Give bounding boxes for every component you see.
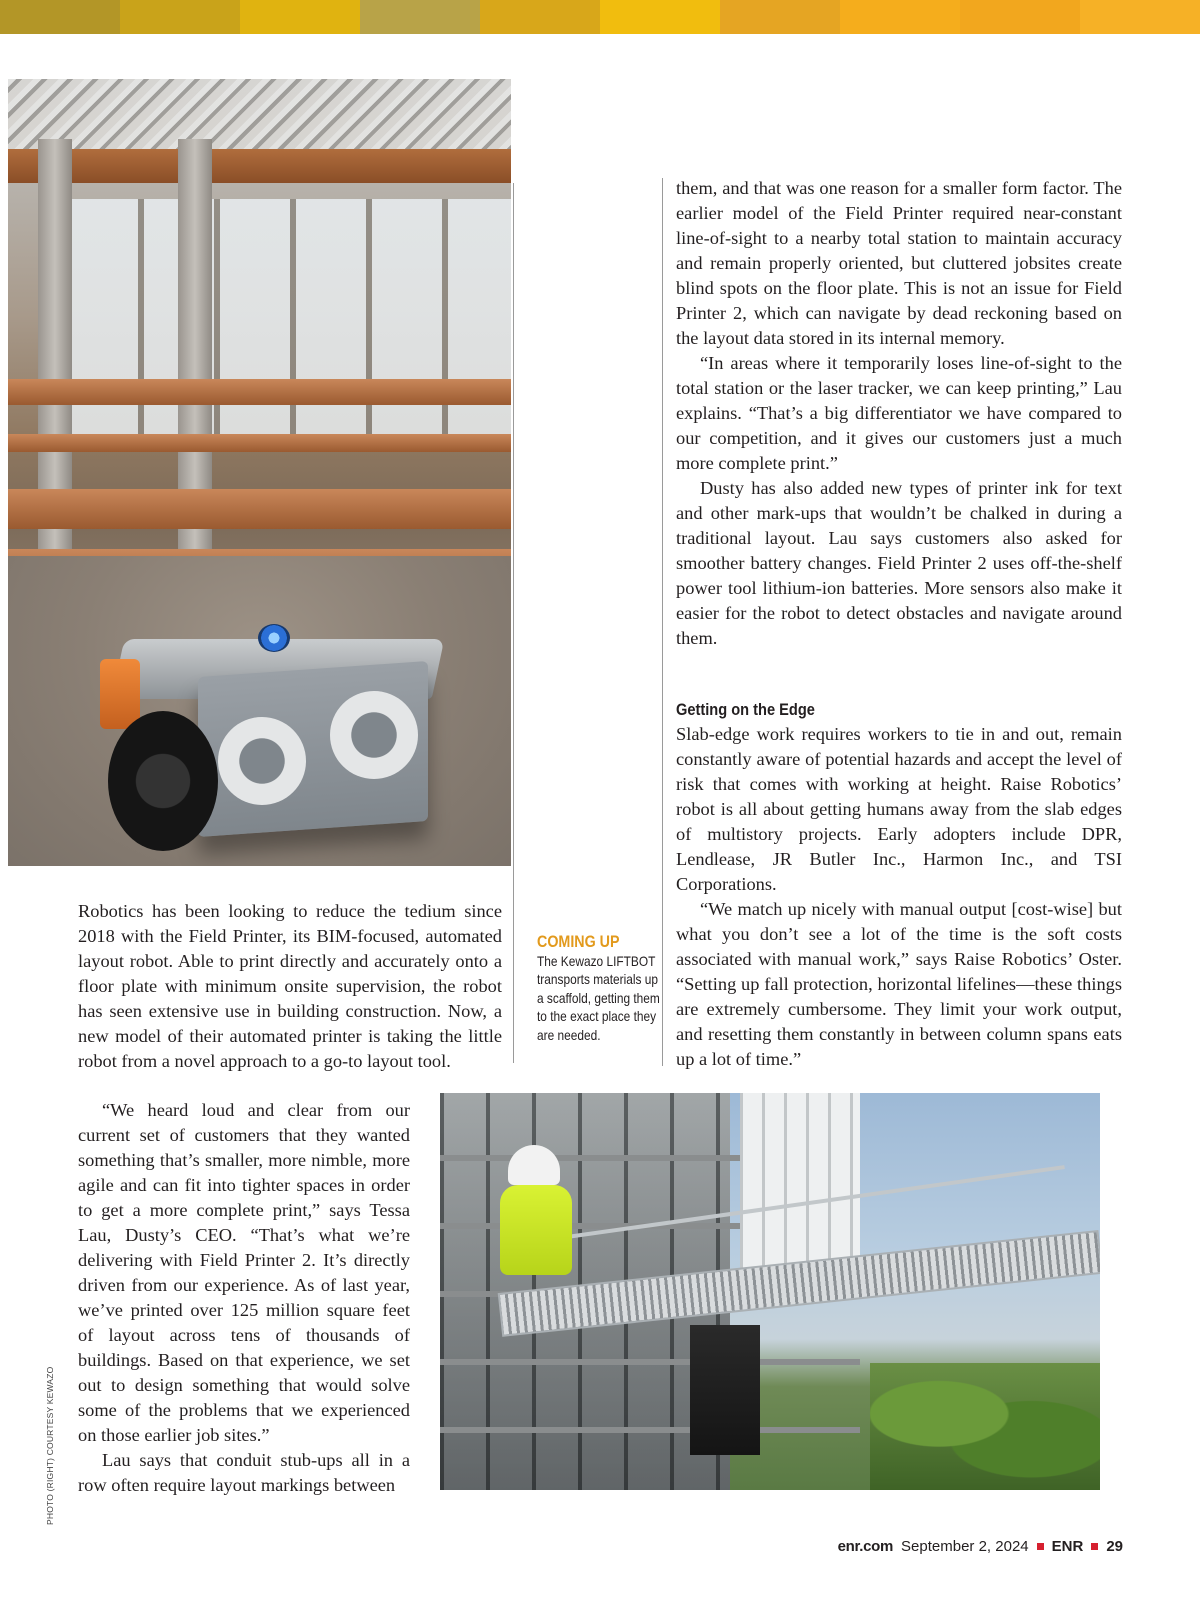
- robot-photo: [8, 79, 511, 866]
- article-paragraph: Robotics has been looking to reduce the tedium since 2018 with the Field Printer, its BIM-focused, automated layout robot. Able to print directly and accurately onto a floor plate with minimum onsite supervision, the robot has seen extensive use in building construction. Now, a new model of their automated printer is taking the little robot from a novel approach to a go-to layout tool.: [78, 901, 502, 1071]
- caption-text: The Kewazo LIFTBOT transports materials up a scaffold, getting them to the exact place they are needed.: [537, 953, 660, 1043]
- lift-motor-unit: [690, 1325, 760, 1455]
- article-paragraph: Dusty has also added new types of printer ink for text and other mark-ups that wouldn’t be chalked in during a traditional layout. Lau says customers also asked for smoother battery changes. Field Printer 2 uses off-the-shelf power tool lithium-ion batteries. More sensors also make it easier for the robot to detect obstacles and navigate around them.: [676, 478, 1122, 648]
- article-paragraph: Lau says that conduit stub-ups all in a row often require layout markings between: [78, 1450, 410, 1495]
- caption-heading: COMING UP: [537, 932, 620, 951]
- article-paragraph: “We match up nicely with manual output [cost-wise] but what you don’t see a lot of the time is the soft costs associated with manual work,” says Raise Robotics’ Oster. “Setting up fall protection, horizontal lifelines—these things are extremely cumbersome. They limit your work output, and resetting them constantly in between column spans eats up a lot of time.”: [676, 899, 1122, 1069]
- article-paragraph: “In areas where it temporarily loses line-of-sight to the total station or the laser tracker, we can keep printing,” Lau explains. “That’s a big differentiator we have compared to our competition, and it gives our customers just a much more complete print.”: [676, 353, 1122, 473]
- band-segment: [0, 0, 120, 34]
- footer-brand: ENR: [1051, 1538, 1084, 1555]
- article-paragraph: Slab-edge work requires workers to tie in and out, remain constantly aware of potential hazards and accept the level of risk that comes with working at height. Raise Robotics’ robot is all about getting humans away from the slab edges of multistory projects. Early adopters include DPR, Lendlease, JR Butler Inc., Harmon Inc., and TSI Corporations.: [676, 724, 1122, 894]
- roof-beam: [8, 149, 511, 183]
- footer-square-icon: [1037, 1543, 1044, 1550]
- article-column-right: [676, 176, 1122, 651]
- band-segment: [480, 0, 600, 34]
- roof-truss: [8, 79, 511, 149]
- column-rule: [513, 183, 514, 1063]
- top-color-band: [0, 0, 1200, 34]
- guard-rail: [8, 434, 511, 452]
- article-paragraph: them, and that was one reason for a smaller form factor. The earlier model of the Field Printer required near-constant line-of-sight to a nearby total station to maintain accuracy and remain properly oriented, but cluttered jobsites create blind spots on the floor plate. This is not an issue for Field Printer 2, which can navigate by dead reckoning based on the layout data stored in its internal memory.: [676, 178, 1122, 348]
- article-column-left-bottom: [78, 1098, 410, 1498]
- band-segment: [960, 0, 1080, 34]
- worker-vest: [500, 1185, 572, 1275]
- robot-wheel: [108, 711, 218, 851]
- photo-credit: PHOTO (RIGHT) COURTESY KEWAZO: [45, 1366, 55, 1525]
- footer-date: September 2, 2024: [901, 1538, 1029, 1555]
- robot-orange-panel: [100, 659, 140, 729]
- robot-sensor: [258, 624, 290, 652]
- robot-ring-decal: [218, 717, 306, 805]
- trees: [870, 1363, 1100, 1490]
- band-segment: [840, 0, 960, 34]
- band-segment: [600, 0, 720, 34]
- band-segment: [120, 0, 240, 34]
- footer-square-icon: [1091, 1543, 1098, 1550]
- page-number: 29: [1106, 1538, 1123, 1555]
- article-column-right-lower: [676, 697, 1122, 1072]
- robot-ring-decal: [330, 691, 418, 779]
- band-segment: [240, 0, 360, 34]
- distant-tower: [740, 1093, 860, 1273]
- photo-caption: [537, 931, 663, 1044]
- guard-rail: [8, 489, 511, 529]
- page-footer: [838, 1538, 1123, 1555]
- article-column-left-top: [78, 899, 502, 1074]
- section-subhead: Getting on the Edge: [676, 700, 815, 719]
- scaffold-lift-photo: [440, 1093, 1100, 1490]
- band-segment: [1080, 0, 1200, 34]
- guard-rail: [8, 379, 511, 405]
- band-segment: [720, 0, 840, 34]
- band-segment: [360, 0, 480, 34]
- footer-site: enr.com: [837, 1538, 894, 1555]
- article-paragraph: “We heard loud and clear from our current set of customers that they wanted something that’s smaller, more nimble, more agile and can fit into tighter spaces in order to get a more complete print,” says Tessa Lau, Dusty’s CEO. “That’s what we’re delivering with Field Printer 2. It’s directly driven from our experience. As of last year, we’ve printed over 125 million square feet of layout across tens of thousands of buildings. Based on that experience, we set out to design something that would solve some of the problems that we experienced on those earlier job sites.”: [78, 1100, 410, 1445]
